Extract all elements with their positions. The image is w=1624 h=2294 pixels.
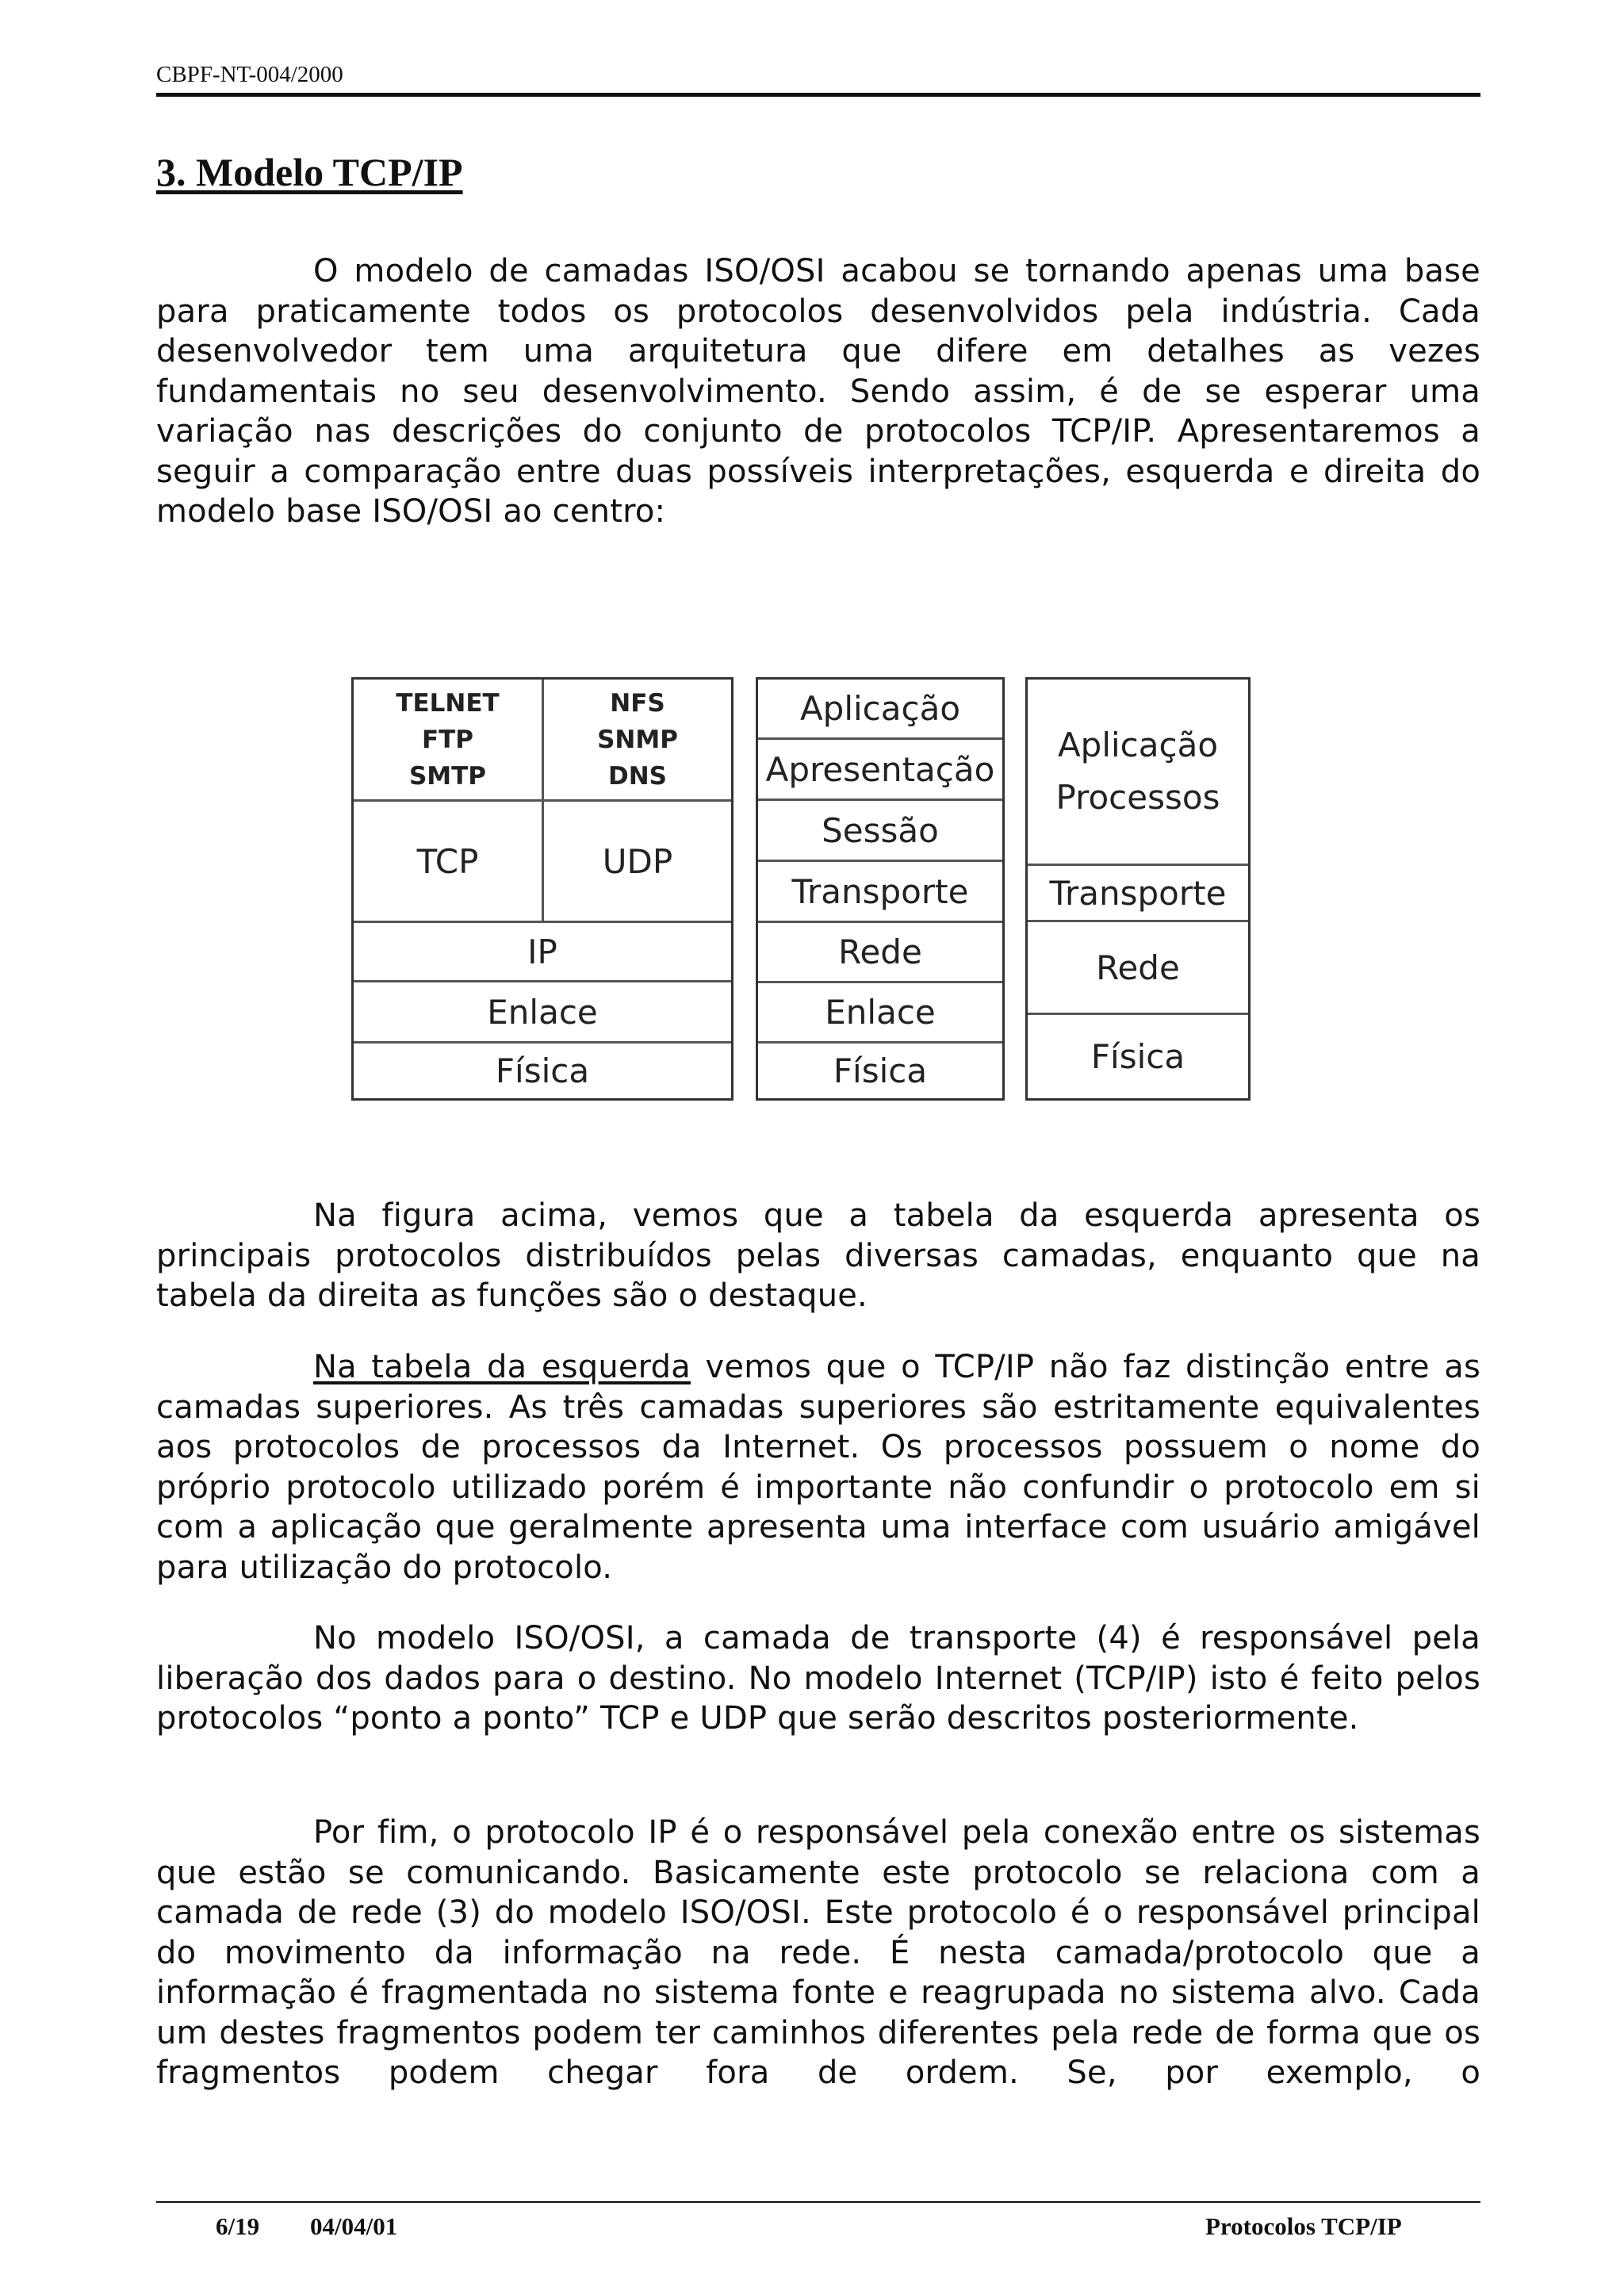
protocol-tcp: TCP <box>416 841 479 881</box>
osi-layer-rede: Rede <box>838 933 922 971</box>
header-rule <box>156 93 1480 97</box>
function-transporte: Transporte <box>1049 873 1227 913</box>
document-code: CBPF-NT-004/2000 <box>156 62 343 87</box>
paragraph-figure-explanation <box>156 1196 1480 1316</box>
application-protocols-right <box>544 680 731 799</box>
protocol-smtp: SMTP <box>408 761 487 791</box>
layer-model-diagram <box>351 677 1252 1101</box>
paragraph-transport-layer <box>156 1618 1480 1739</box>
function-fisica: Física <box>1090 1037 1185 1076</box>
application-protocols-left <box>354 680 542 799</box>
protocol-telnet: TELNET <box>396 688 500 718</box>
function-aplicacao: Aplicação <box>1057 726 1219 764</box>
section-title: 3. Modelo TCP/IP <box>156 150 463 194</box>
footer-date: 04/04/01 <box>310 2212 398 2240</box>
paragraph-ip-protocol <box>156 1813 1480 2093</box>
functions-table <box>1025 677 1251 1101</box>
paragraph-left-table <box>156 1347 1480 1587</box>
protocols-table <box>351 677 733 1101</box>
protocol-ftp: FTP <box>421 725 474 754</box>
osi-layer-apresentacao: Apresentação <box>765 749 995 789</box>
protocol-udp: UDP <box>602 841 673 881</box>
protocol-ip: IP <box>527 932 557 971</box>
protocol-nfs: NFS <box>610 688 665 718</box>
osi-layer-fisica: Física <box>833 1051 928 1090</box>
underlined-phrase: Na tabela da esquerda <box>313 1349 691 1385</box>
osi-layer-enlace: Enlace <box>825 993 936 1032</box>
function-aplicacao-processos <box>1028 680 1248 864</box>
iso-osi-table <box>756 677 1005 1101</box>
paragraph-left-table-text: vemos que o TCP/IP não faz distinção entre as camadas superiores. As três camadas superiores são estritamente equivalentes aos protocolos de processos da Internet. Os processos possuem o nome do próprio protocolo utilizado porém é importante não confundir o protocolo em si com a aplicação que geralmente apresenta uma interface com usuário amigável para utilização do protocolo. <box>156 1349 1480 1586</box>
protocol-snmp: SNMP <box>597 725 678 754</box>
paragraph-transport-layer-text: No modelo ISO/OSI, a camada de transporte (4) é responsável pela liberação dos dados para o destino. No modelo Internet (TCP/IP) isto é feito pelos protocolos “ponto a ponto” TCP e UDP que serão descritos posteriormente. <box>156 1620 1480 1737</box>
osi-layer-aplicacao: Aplicação <box>799 689 961 728</box>
function-processos: Processos <box>1055 778 1220 817</box>
paragraph-intro-text: O modelo de camadas ISO/OSI acabou se tornando apenas uma base para praticamente todos os protocolos desenvolvidos pela indústria. Cada desenvolvedor tem uma arquitetura que difere em detalhes as vezes fundamentais no seu desenvolvimento. Sendo assim, é de se esperar uma variação nas descrições do conjunto de protocolos TCP/IP. Apresentaremos a seguir a comparação entre duas possíveis interpretações, esquerda e direita do modelo base ISO/OSI ao centro: <box>156 253 1480 530</box>
page-number: 6/19 <box>216 2212 260 2240</box>
paragraph-figure-explanation-text: Na figura acima, vemos que a tabela da esquerda apresenta os principais protocolos distribuídos pelas diversas camadas, enquanto que na tabela da direita as funções são o destaque. <box>156 1197 1480 1314</box>
layer-enlace-left: Enlace <box>487 992 598 1032</box>
footer-title: Protocolos TCP/IP <box>1205 2212 1402 2240</box>
osi-layer-sessao: Sessão <box>822 810 939 850</box>
osi-layer-transporte: Transporte <box>791 871 969 911</box>
paragraph-ip-protocol-text: Por fim, o protocolo IP é o responsável pela conexão entre os sistemas que estão se comunicando. Basicamente este protocolo se relaciona com a camada de rede (3) do modelo ISO/OSI. Este protocolo é o responsável principal do movimento da informação na rede. É nesta camada/protocolo que a informação é fragmentada no sistema fonte e reagrupada no sistema alvo. Cada um destes fragmentos podem ter caminhos diferentes pela rede de forma que os fragmentos podem chegar fora de ordem. Se, por exemplo, o <box>156 1814 1480 2091</box>
paragraph-intro <box>156 251 1480 532</box>
layer-fisica-left: Física <box>495 1051 590 1090</box>
protocol-dns: DNS <box>607 761 667 791</box>
footer-rule <box>156 2201 1480 2203</box>
function-rede: Rede <box>1096 948 1180 987</box>
